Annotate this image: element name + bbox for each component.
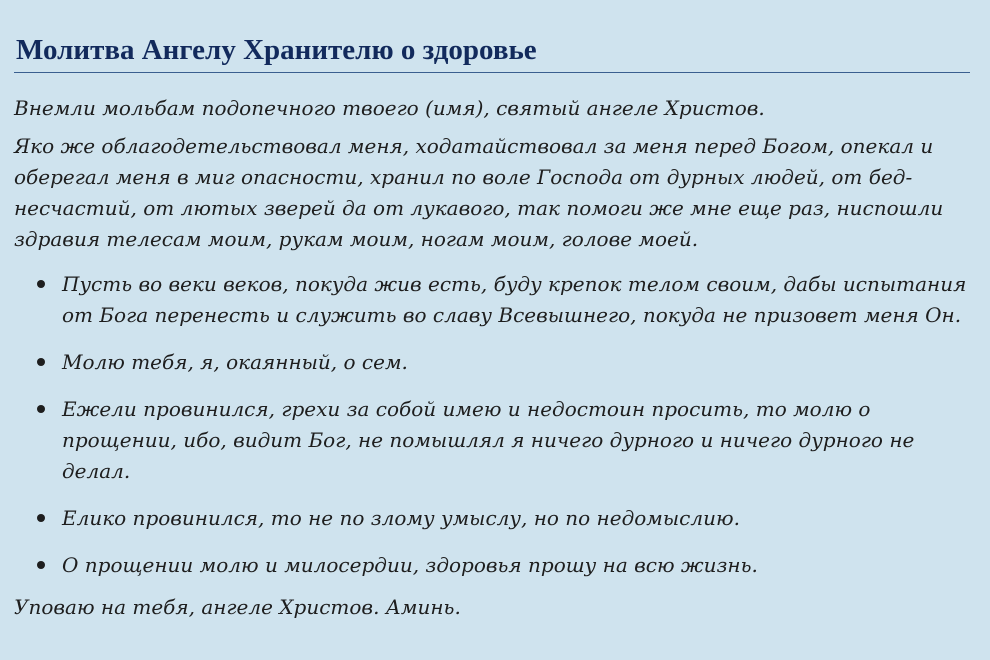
body-paragraph: Яко же облагодетельствовал меня, ходатайствовал за меня перед Богом, опекал и оберегал меня в миг опасности, хранил по воле Господа от дурных людей, от бед-несчастий, от лютых зверей да от лукавого, так помоги же мне еще раз, ниспошли здравия телесам моим, рукам моим, ногам моим, голове моей. xyxy=(14,134,944,251)
list-item-text: Ежели провинился, грехи за собой имею и недостоин просить, то молю о прощении, ибо, видит Бог, не помышлял я ничего дурного и ничего дурного не делал. xyxy=(62,397,915,483)
list-item xyxy=(14,394,974,487)
closing-paragraph: Уповаю на тебя, ангеле Христов. Аминь. xyxy=(14,595,461,619)
prayer-list xyxy=(14,269,974,581)
list-item xyxy=(14,347,974,378)
list-item-text: Елико провинился, то не по злому умыслу, но по недомыслию. xyxy=(62,506,740,530)
list-item-text: Молю тебя, я, окаянный, о сем. xyxy=(62,350,408,374)
bullet-icon xyxy=(37,405,45,413)
bullet-icon xyxy=(37,514,45,522)
list-item-text: Пусть во веки веков, покуда жив есть, буду крепок телом своим, дабы испытания от Бога перенесть и служить во славу Всевышнего, покуда не призовет меня Он. xyxy=(62,272,967,327)
page-title: Молитва Ангелу Хранителю о здоровье xyxy=(16,34,537,66)
intro-paragraph: Внемли мольбам подопечного твоего (имя), святый ангеле Христов. xyxy=(14,96,765,120)
bullet-icon xyxy=(37,358,45,366)
bullet-icon xyxy=(37,561,45,569)
title-divider xyxy=(14,72,970,73)
bullet-icon xyxy=(37,280,45,288)
list-item xyxy=(14,269,974,331)
list-item xyxy=(14,503,974,534)
list-item xyxy=(14,550,974,581)
list-item-text: О прощении молю и милосердии, здоровья прошу на всю жизнь. xyxy=(62,553,758,577)
